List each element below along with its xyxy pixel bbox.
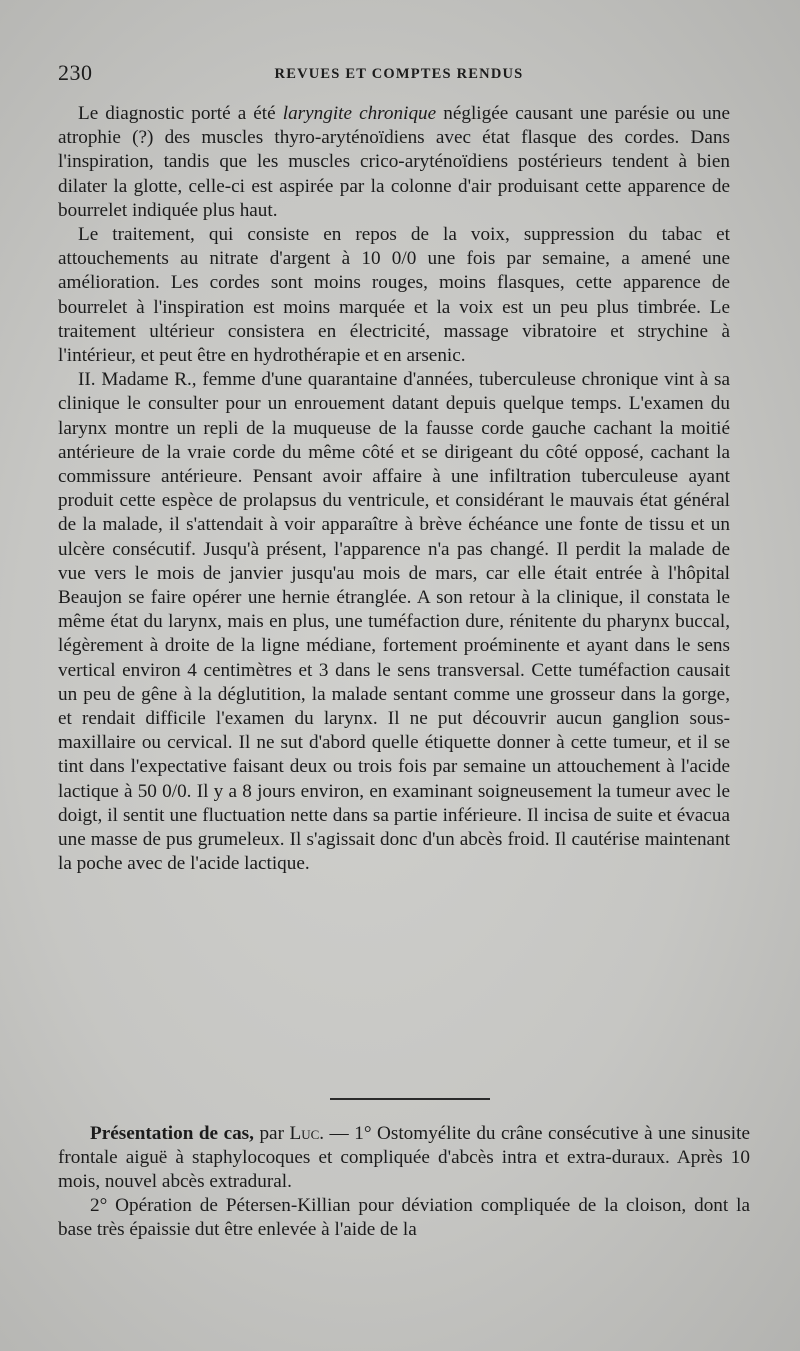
section-paragraph-2: 2° Opération de Pétersen-Killian pour déviation compliquée de la cloison, dont la base très épaissie dut être enlevée à l'aide de la bbox=[58, 1195, 750, 1240]
running-title: REVUES ET COMPTES RENDUS bbox=[274, 66, 524, 82]
section-author: Luc bbox=[289, 1123, 320, 1144]
paragraph-diagnosis-start: Le diagnostic porté a été bbox=[78, 103, 283, 124]
section-paragraph-1-text: . — 1° Ostomyélite du crâne consécutive à une sinusite frontale aiguë à staphylocoques et compliquée d'abcès intra et extra-duraux. Après 10 mois, nouvel abcès extradural. bbox=[58, 1123, 750, 1192]
paragraph-diagnosis-rest: négligée causant une parésie ou une atrophie (?) des muscles thyro-aryténoïdiens avec état flasque des cordes. Dans l'inspiration, tandis que les muscles crico-aryténoïdiens postérieurs tendent à bien dilater la glotte, celle-ci est aspirée par la colonne d'air produisant cette apparence de bourrelet indiquée plus haut. bbox=[58, 103, 730, 221]
paragraph-case-two: II. Madame R., femme d'une quarantaine d'années, tuberculeuse chronique vint à sa clinique le consulter pour un enrouement datant depuis quelque temps. L'examen du larynx montre un repli de la muqueuse de la fausse corde gauche cachant la moitié antérieure de la vraie corde du même côté et se dirigeant du côté opposé, cachant la commissure antérieure. Pensant avoir affaire à une infiltration tuberculeuse ayant produit cette espèce de prolapsus du ventricule, et considérant le mauvais état général de la malade, il s'attendait à voir apparaître à brève échéance une fonte de tissu et un ulcère consécutif. Jusqu'à présent, l'apparence n'a pas changé. Il perdit la malade de vue vers le mois de janvier jusqu'au mois de mars, car elle était entrée à l'hôpital Beaujon se faire opérer une hernie étranglée. A son retour à la clinique, il constata le même état du larynx, mais en plus, une tuméfaction dure, rénitente du pharynx buccal, légèrement à droite de la ligne médiane, fortement proéminente et ayant dans le sens vertical environ 4 centimètres et 3 dans le sens transversal. Cette tuméfaction causait un peu de gêne à la déglutition, la malade sentant comme une grosseur dans la gorge, et rendait difficile l'examen du larynx. Il ne put découvrir aucun ganglion sous-maxillaire ou cervical. Il ne sut d'abord quelle étiquette donner à cette tumeur, et il se tint dans l'expectative faisant deux ou trois fois par semaine un attouchement à l'acide lactique à 50 0/0. Il y a 8 jours environ, en examinant soigneusement la tumeur avec le doigt, il sentit une fluctuation nette dans sa partie inférieure. Il incisa de suite et évacua une masse de pus grumeleux. Il s'agissait donc d'un abcès froid. Il cautérise maintenant la poche avec de l'acide lactique. bbox=[58, 369, 730, 875]
section-case-presentation bbox=[58, 1122, 750, 1242]
section-title: Présentation de cas, bbox=[90, 1123, 254, 1144]
paragraph-diagnosis bbox=[58, 102, 730, 223]
paragraph-treatment: Le traitement, qui consiste en repos de la voix, suppression du tabac et attouchements au nitrate d'argent à 10 0/0 une fois par semaine, a amené une amélioration. Les cordes sont moins rouges, moins flasques, cette apparence de bourrelet à l'inspiration est moins marquée et la voix est un peu plus timbrée. Le traitement ultérieur consistera en électricité, massage vibratoire et strychine à l'intérieur, et peut être en hydrothérapie et en arsenic. bbox=[58, 224, 730, 367]
section-divider bbox=[330, 1098, 490, 1100]
section-paragraph-1 bbox=[58, 1122, 750, 1194]
page-number: 230 bbox=[58, 60, 93, 85]
diagnosis-italic: laryngite chronique bbox=[282, 103, 437, 124]
page-header bbox=[58, 58, 740, 92]
body-text bbox=[58, 102, 730, 877]
section-by: par bbox=[253, 1123, 290, 1144]
